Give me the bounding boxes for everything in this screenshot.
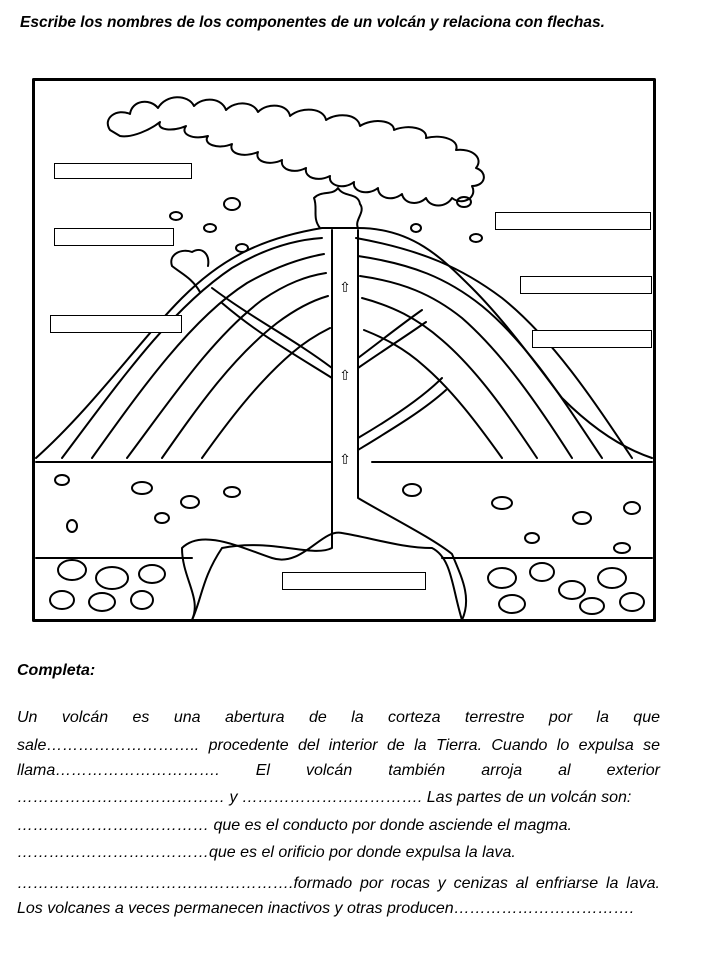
- label-box[interactable]: [54, 163, 192, 179]
- text-line-5: ……………………………… que es el conducto por donde asciende el magma.: [17, 817, 572, 834]
- text-line-4: ………………………………… y ……………………………. Las partes de un volcán son:: [17, 789, 632, 806]
- arrow-up-icon: ⇧: [339, 452, 351, 468]
- ash-cloud: [108, 97, 484, 205]
- text-line-6: ………………………………que es el orificio por donde expulsa la lava.: [17, 844, 516, 861]
- main-conduit: [192, 230, 466, 620]
- text-line-1: Un volcán es una abertura de la corteza terrestre por la que: [17, 709, 660, 726]
- volcano-diagram: [32, 78, 656, 622]
- text-line-2: sale……………………….. procedente del interior de la Tierra. Cuando lo expulsa se: [17, 737, 660, 754]
- arrow-up-icon: ⇧: [339, 280, 351, 296]
- secondary-cone: [171, 250, 208, 292]
- label-box[interactable]: [282, 572, 426, 590]
- text-line-3: llama…………………………. El volcán también arroja al exterior: [17, 762, 660, 779]
- diagram-frame: [34, 80, 655, 621]
- text-line-8: Los volcanes a veces permanecen inactivos y otras producen…………………………….: [17, 900, 635, 917]
- text-line-7: …………………………………………….formado por rocas y cenizas al enfriarse la lava.: [17, 875, 660, 892]
- worksheet-title: Escribe los nombres de los componentes de un volcán y relaciona con flechas.: [20, 14, 605, 31]
- arrow-up-icon: ⇧: [339, 368, 351, 384]
- label-box[interactable]: [54, 228, 174, 246]
- eruption-column: [314, 188, 362, 228]
- completa-heading: Completa:: [17, 662, 96, 679]
- label-box[interactable]: [495, 212, 651, 230]
- label-box[interactable]: [520, 276, 652, 294]
- label-box[interactable]: [532, 330, 652, 348]
- label-box[interactable]: [50, 315, 182, 333]
- secondary-vent-right: [358, 310, 422, 358]
